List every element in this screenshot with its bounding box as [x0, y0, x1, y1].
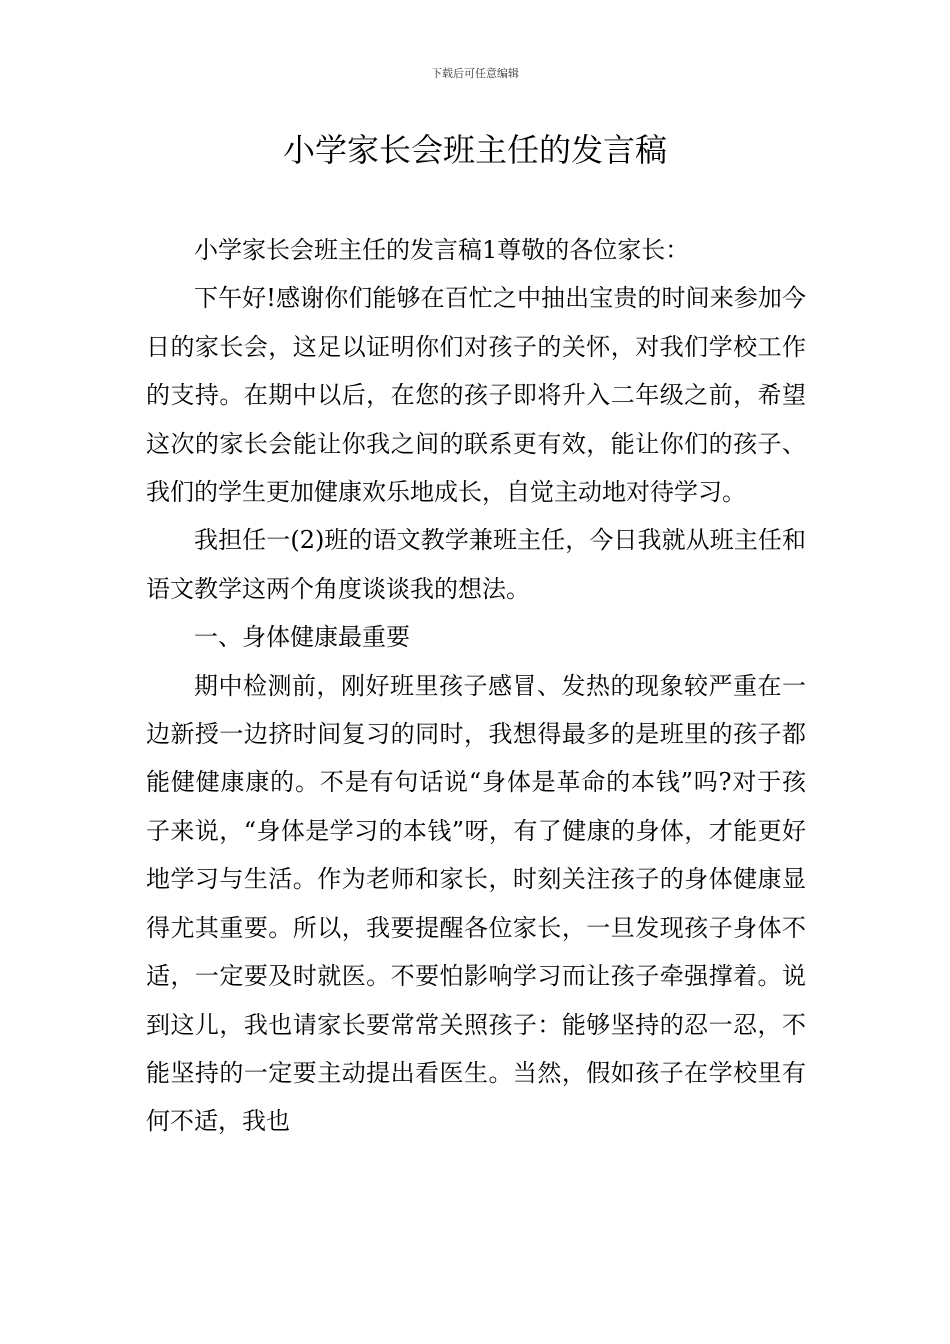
document-title: 小学家长会班主任的发言稿: [282, 131, 667, 169]
paragraph-role: 我担任一(2)班的语文教学兼班主任，今日我就从班主任和语文教学这两个角度谈谈我的想法。: [146, 526, 806, 603]
paragraph-greeting: 小学家长会班主任的发言稿1尊敬的各位家长：: [194, 236, 690, 264]
section-heading-health: 一、身体健康最重要: [194, 623, 410, 652]
paragraph-thanks: 下午好!感谢你们能够在百忙之中抽出宝贵的时间来参加今日的家长会，这足以证明你们对孩子的关怀，对我们学校工作的支持。在期中以后，在您的孩子即将升入二年级之前，希望这次的家长会能让你我之间的联系更有效，能让你们的孩子、我们的学生更加健康欢乐地成长，自觉主动地对待学习。: [146, 284, 806, 507]
header-note: 下载后可任意编辑: [431, 67, 519, 80]
document-body: [146, 226, 806, 1146]
paragraph-health: 期中检测前，刚好班里孩子感冒、发热的现象较严重在一边新授一边挤时间复习的同时，我想得最多的是班里的孩子都能健健康康的。不是有句话说“身体是革命的本钱”吗?对于孩子来说，“身体是学习的本钱”呀，有了健康的身体，才能更好地学习与生活。作为老师和家长，时刻关注孩子的身体健康显得尤其重要。所以，我要提醒各位家长，一旦发现孩子身体不适，一定要及时就医。不要怕影响学习而让孩子牵强撑着。说到这儿，我也请家长要常常关照孩子：能够坚持的忍一忍，不能坚持的一定要主动提出看医生。当然，假如孩子在学校里有何不适，我也: [146, 671, 806, 1136]
